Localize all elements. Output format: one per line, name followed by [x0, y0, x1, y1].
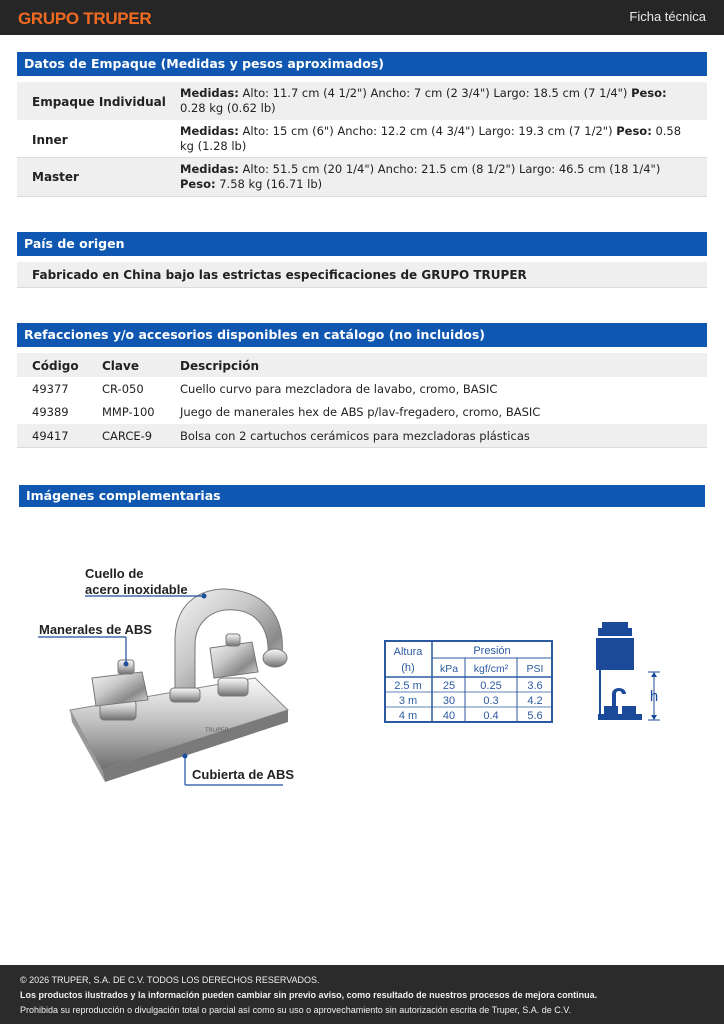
packaging-row	[17, 120, 707, 158]
document-type: Ficha técnica	[629, 9, 706, 24]
part-key: MMP-100	[102, 405, 155, 419]
column-header-key: Clave	[102, 359, 139, 373]
medidas-value: Alto: 51.5 cm (20 1/4") Ancho: 21.5 cm (8 1/2") Largo: 46.5 cm (18 1/4")	[242, 162, 661, 176]
part-key: CR-050	[102, 382, 144, 396]
packaging-value	[180, 124, 695, 154]
brand-logo: GRUPO TRUPER	[18, 9, 152, 28]
part-description: Bolsa con 2 cartuchos cerámicos para mezcladoras plásticas	[180, 429, 530, 443]
column-header-description: Descripción	[180, 359, 259, 373]
pt-cell: 0.3	[483, 695, 499, 707]
section-packaging-title: Datos de Empaque (Medidas y pesos aproximados)	[17, 52, 707, 76]
part-description: Juego de manerales hex de ABS p/lav-fregadero, cromo, BASIC	[180, 405, 541, 419]
top-bar	[0, 0, 724, 35]
part-code: 49377	[32, 382, 69, 396]
part-code: 49417	[32, 429, 69, 443]
origin-row	[17, 262, 707, 288]
section-images-title: Imágenes complementarias	[19, 485, 705, 507]
packaging-label: Inner	[32, 133, 68, 147]
peso-label: Peso:	[631, 86, 667, 100]
water-tank-diagram	[582, 620, 664, 726]
packaging-value	[180, 86, 695, 116]
callout-neck	[85, 566, 188, 598]
tank-icon	[596, 638, 634, 670]
part-key: CARCE-9	[102, 429, 153, 443]
part-description: Cuello curvo para mezcladora de lavabo, cromo, BASIC	[180, 382, 498, 396]
peso-value: 0.28 kg (0.62 lb)	[180, 101, 276, 115]
pt-presion-label: Presión	[473, 645, 511, 657]
pt-unit-psi: PSI	[526, 663, 544, 675]
footer-legal: Prohibida su reproducción o divulgación total o parcial así como su uso o aprovechamiento sin autorización escrita de Truper, S.A. de C.V.	[20, 1005, 571, 1015]
pt-cell: 3 m	[398, 695, 418, 707]
medidas-label: Medidas:	[180, 124, 239, 138]
packaging-value	[180, 162, 695, 192]
pt-unit-kgf: kgf/cm²	[473, 663, 509, 675]
pt-cell: 2.5 m	[394, 680, 422, 692]
callout-neck-line2: acero inoxidable	[85, 582, 188, 597]
section-parts-title: Refacciones y/o accesorios disponibles en catálogo (no incluidos)	[17, 323, 707, 347]
tank-lid-icon	[602, 622, 628, 628]
table-row	[17, 424, 707, 448]
pt-cell: 40	[442, 710, 456, 722]
faucet-icon	[598, 688, 642, 720]
pt-altura-label: Altura	[393, 646, 423, 658]
footer	[0, 965, 724, 1024]
medidas-value: Alto: 15 cm (6") Ancho: 12.2 cm (4 3/4") Largo: 19.3 cm (7 1/2")	[242, 124, 613, 138]
pt-cell: 0.25	[480, 680, 502, 692]
callout-cover: Cubierta de ABS	[192, 767, 295, 782]
origin-text: Fabricado en China bajo las estrictas especificaciones de GRUPO TRUPER	[32, 268, 527, 282]
medidas-label: Medidas:	[180, 86, 239, 100]
table-row	[17, 400, 707, 424]
footer-copyright: © 2026 TRUPER, S.A. DE C.V. TODOS LOS DERECHOS RESERVADOS.	[20, 975, 320, 985]
column-header-code: Código	[32, 359, 79, 373]
footer-notice: Los productos ilustrados y la información pueden cambiar sin previo aviso, como resultado de nuestros procesos de mejora continua.	[20, 990, 598, 1000]
pt-unit-kpa: kPa	[439, 663, 459, 675]
packaging-label: Master	[32, 170, 79, 184]
peso-label: Peso:	[180, 177, 216, 191]
packaging-row	[17, 158, 707, 197]
peso-value: 0.58 kg (1.28 lb)	[180, 124, 682, 153]
pressure-table	[384, 640, 554, 724]
peso-value: 7.58 kg (16.71 lb)	[219, 177, 323, 191]
peso-label: Peso:	[616, 124, 652, 138]
pt-altura-unit: (h)	[401, 662, 415, 674]
pt-cell: 30	[442, 695, 456, 707]
pt-cell: 0.4	[483, 710, 499, 722]
medidas-value: Alto: 11.7 cm (4 1/2") Ancho: 7 cm (2 3/4") Largo: 18.5 cm (7 1/4")	[242, 86, 628, 100]
packaging-label: Empaque Individual	[32, 95, 166, 109]
diagram-h-label: h	[649, 688, 659, 705]
pt-cell: 25	[442, 680, 456, 692]
medidas-label: Medidas:	[180, 162, 239, 176]
section-origin-title: País de origen	[17, 232, 707, 256]
pt-cell: 4 m	[398, 710, 418, 722]
pt-cell: 3.6	[527, 680, 543, 692]
callout-handles: Manerales de ABS	[39, 622, 152, 637]
pt-cell: 5.6	[527, 710, 543, 722]
parts-header-row	[17, 353, 707, 377]
packaging-row	[17, 82, 707, 120]
callout-neck-line1: Cuello de	[85, 566, 144, 581]
table-row	[17, 377, 707, 400]
faucet-brand: TRUPER	[205, 727, 229, 734]
pt-cell: 4.2	[527, 695, 543, 707]
part-code: 49389	[32, 405, 69, 419]
